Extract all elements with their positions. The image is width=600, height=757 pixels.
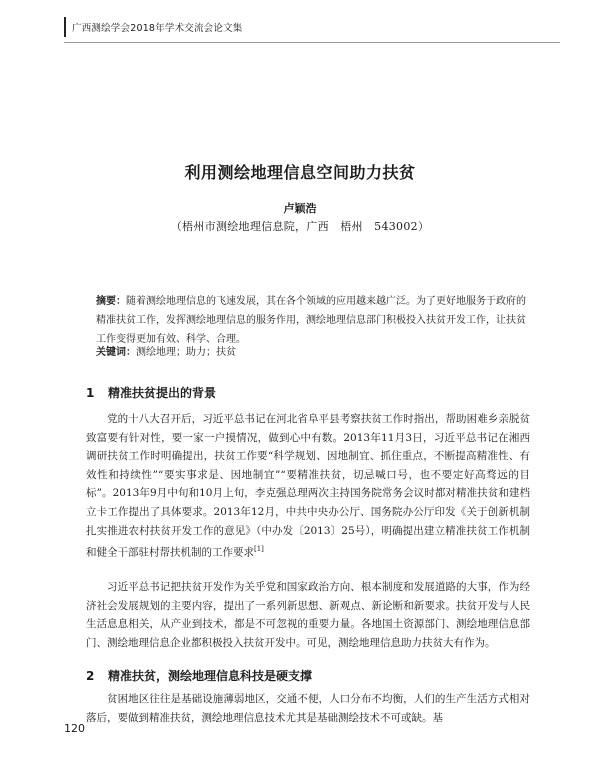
section-1-paragraph-2 <box>86 578 530 652</box>
paragraph-text: 党的十八大召开后，习近平总书记在河北省阜平县考察扶贫工作时指出，帮助困难乡亲脱贫致富要有针对性，要一家一户摸情况，做到心中有数。2013年11月3日，习近平总书记在湘西调研扶贫工作时明确提出，扶贫工作要“科学规划、因地制宜、抓住重点，不断提高精准性、有效性和持续性”“要实事求是、因地制宜”“要精准扶贫，切忌喊口号，也不要定好高骛远的目标”。2013年9月中旬和10月上旬，李克强总理两次主持国务院常务会议时都对精准扶贫和建档立卡工作提出了具体要求。2013年12月，中共中央办公厅、国务院办公厅印发《关于创新机制扎实推进农村扶贫开发工作的意见》（中办发〔2013〕25号），明确提出建立精准扶贫工作机制和健全干部驻村帮扶机制的工作要求 <box>86 413 530 559</box>
section-1-paragraph-1 <box>86 410 530 562</box>
citation: [1] <box>254 545 264 554</box>
abstract-text: 随着测绘地理信息的飞速发展，其在各个领域的应用越来越广泛。为了更好地服务于政府的精准扶贫工作，发挥测绘地理信息的服务作用，测绘地理信息部门积极投入扶贫开发工作，让扶贫工作变得更加有效、科学、合理。 <box>96 296 526 345</box>
keywords-label: 关键词： <box>96 347 136 358</box>
section-heading-1 <box>86 384 216 401</box>
header-rule <box>64 42 560 43</box>
section-number: 2 <box>86 669 95 683</box>
keywords-text: 测绘地理；助力；扶贫 <box>136 347 236 358</box>
abstract <box>96 292 526 349</box>
header-bar <box>64 17 66 37</box>
section-2-paragraph-1 <box>86 690 530 728</box>
section-number: 1 <box>86 386 95 400</box>
author-name: 卢颖浩 <box>283 202 317 215</box>
section-heading-2 <box>86 667 312 684</box>
keywords <box>96 344 526 362</box>
journal-name: 广西测绘学会2018年学术交流会论文集 <box>72 23 243 34</box>
abstract-label: 摘要： <box>96 296 126 307</box>
running-header <box>64 16 242 38</box>
paragraph-text: 贫困地区往往是基础设施薄弱地区，交通不便，人口分布不均衡，人们的生产生活方式相对落后，要做到精准扶贫，测绘地理信息技术尤其是基础测绘技术不可或缺。基 <box>86 693 530 724</box>
section-title: 精准扶贫，测绘地理信息科技是硬支撑 <box>108 669 313 683</box>
author-affiliation: （梧州市测绘地理信息院，广西 梧州 543002） <box>170 220 430 233</box>
paragraph-text: 习近平总书记把扶贫开发作为关乎党和国家政治方向、根本制度和发展道路的大事，作为经济社会发展规划的主要内容，提出了一系列新思想、新观点、新论断和新要求。扶贫开发与人民生活息息相关，从产业到技术，都是不可忽视的重要力量。各地国土资源部门、测绘地理信息部门、测绘地理信息企业都积极投入扶贫开发中。可见，测绘地理信息助力扶贫大有作为。 <box>86 581 530 649</box>
paper-title: 利用测绘地理信息空间助力扶贫 <box>184 163 416 182</box>
section-title: 精准扶贫提出的背景 <box>108 386 217 400</box>
page-number: 120 <box>64 722 85 735</box>
